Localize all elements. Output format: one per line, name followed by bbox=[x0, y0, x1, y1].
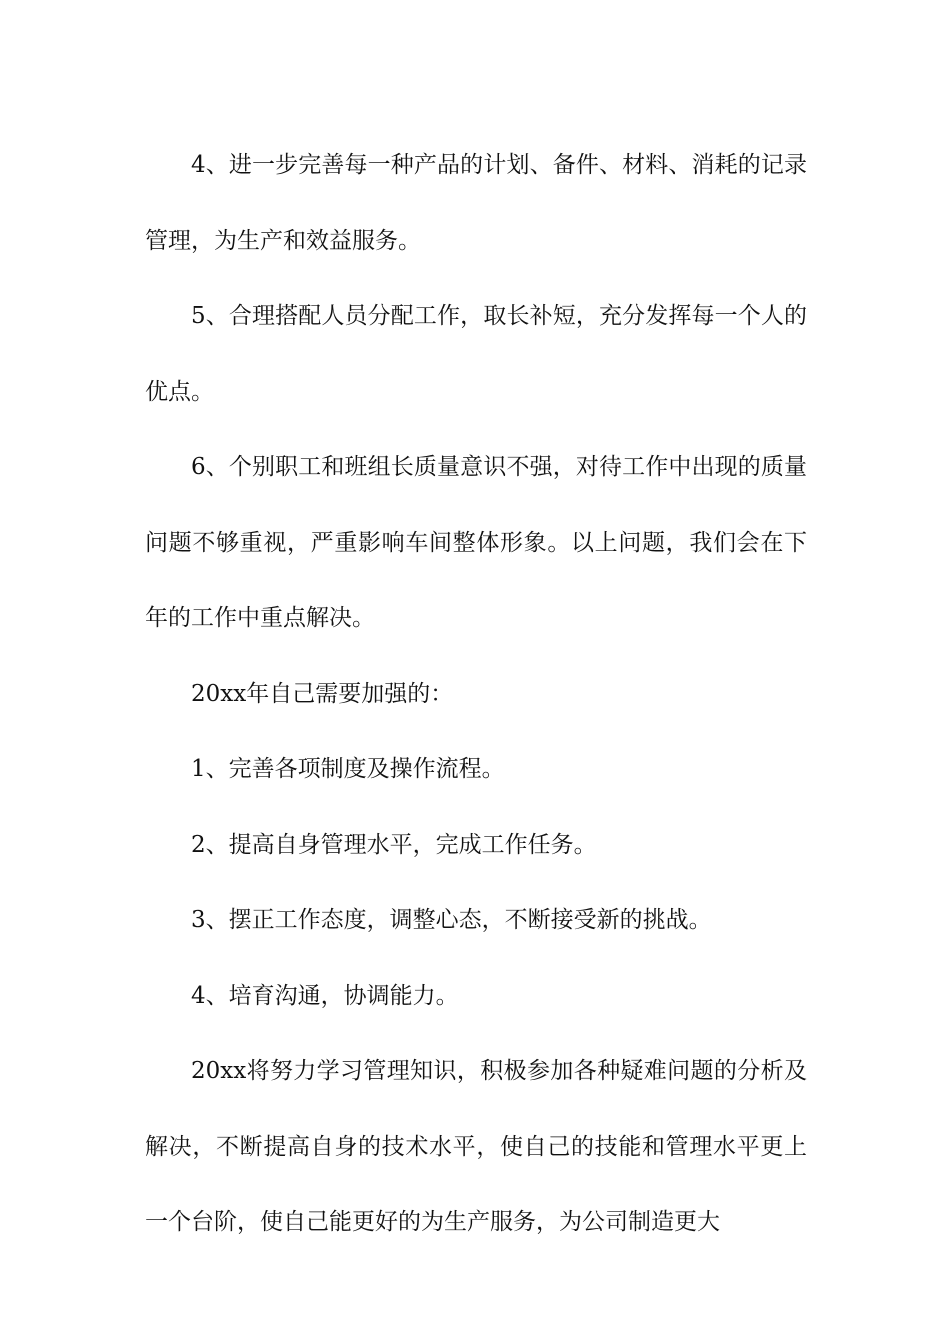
paragraph-item-4-records: 4、进一步完善每一种产品的计划、备件、材料、消耗的记录管理，为生产和效益服务。 bbox=[145, 152, 807, 254]
paragraph-item-6-quality: 6、个别职工和班组长质量意识不强，对待工作中出现的质量问题不够重视，严重影响车间整体形象。以上问题，我们会在下年的工作中重点解决。 bbox=[145, 454, 807, 631]
paragraph-improvement-4: 4、培育沟通，协调能力。 bbox=[191, 982, 459, 1009]
paragraph-closing: 20xx将努力学习管理知识，积极参加各种疑难问题的分析及解决，不断提高自身的技术水平，使自己的技能和管理水平更上一个台阶，使自己能更好的为生产服务，为公司制造更大 bbox=[145, 1058, 807, 1235]
paragraph-improvement-2: 2、提高自身管理水平，完成工作任务。 bbox=[191, 831, 597, 858]
paragraph-improvement-1: 1、完善各项制度及操作流程。 bbox=[191, 756, 505, 782]
paragraph-item-5-staffing: 5、合理搭配人员分配工作，取长补短，充分发挥每一个人的优点。 bbox=[145, 303, 807, 405]
paragraph-heading-improvements: 20xx年自己需要加强的： bbox=[191, 680, 454, 707]
paragraph-improvement-3: 3、摆正工作态度，调整心态，不断接受新的挑战。 bbox=[191, 907, 712, 933]
document-body bbox=[145, 128, 807, 1261]
